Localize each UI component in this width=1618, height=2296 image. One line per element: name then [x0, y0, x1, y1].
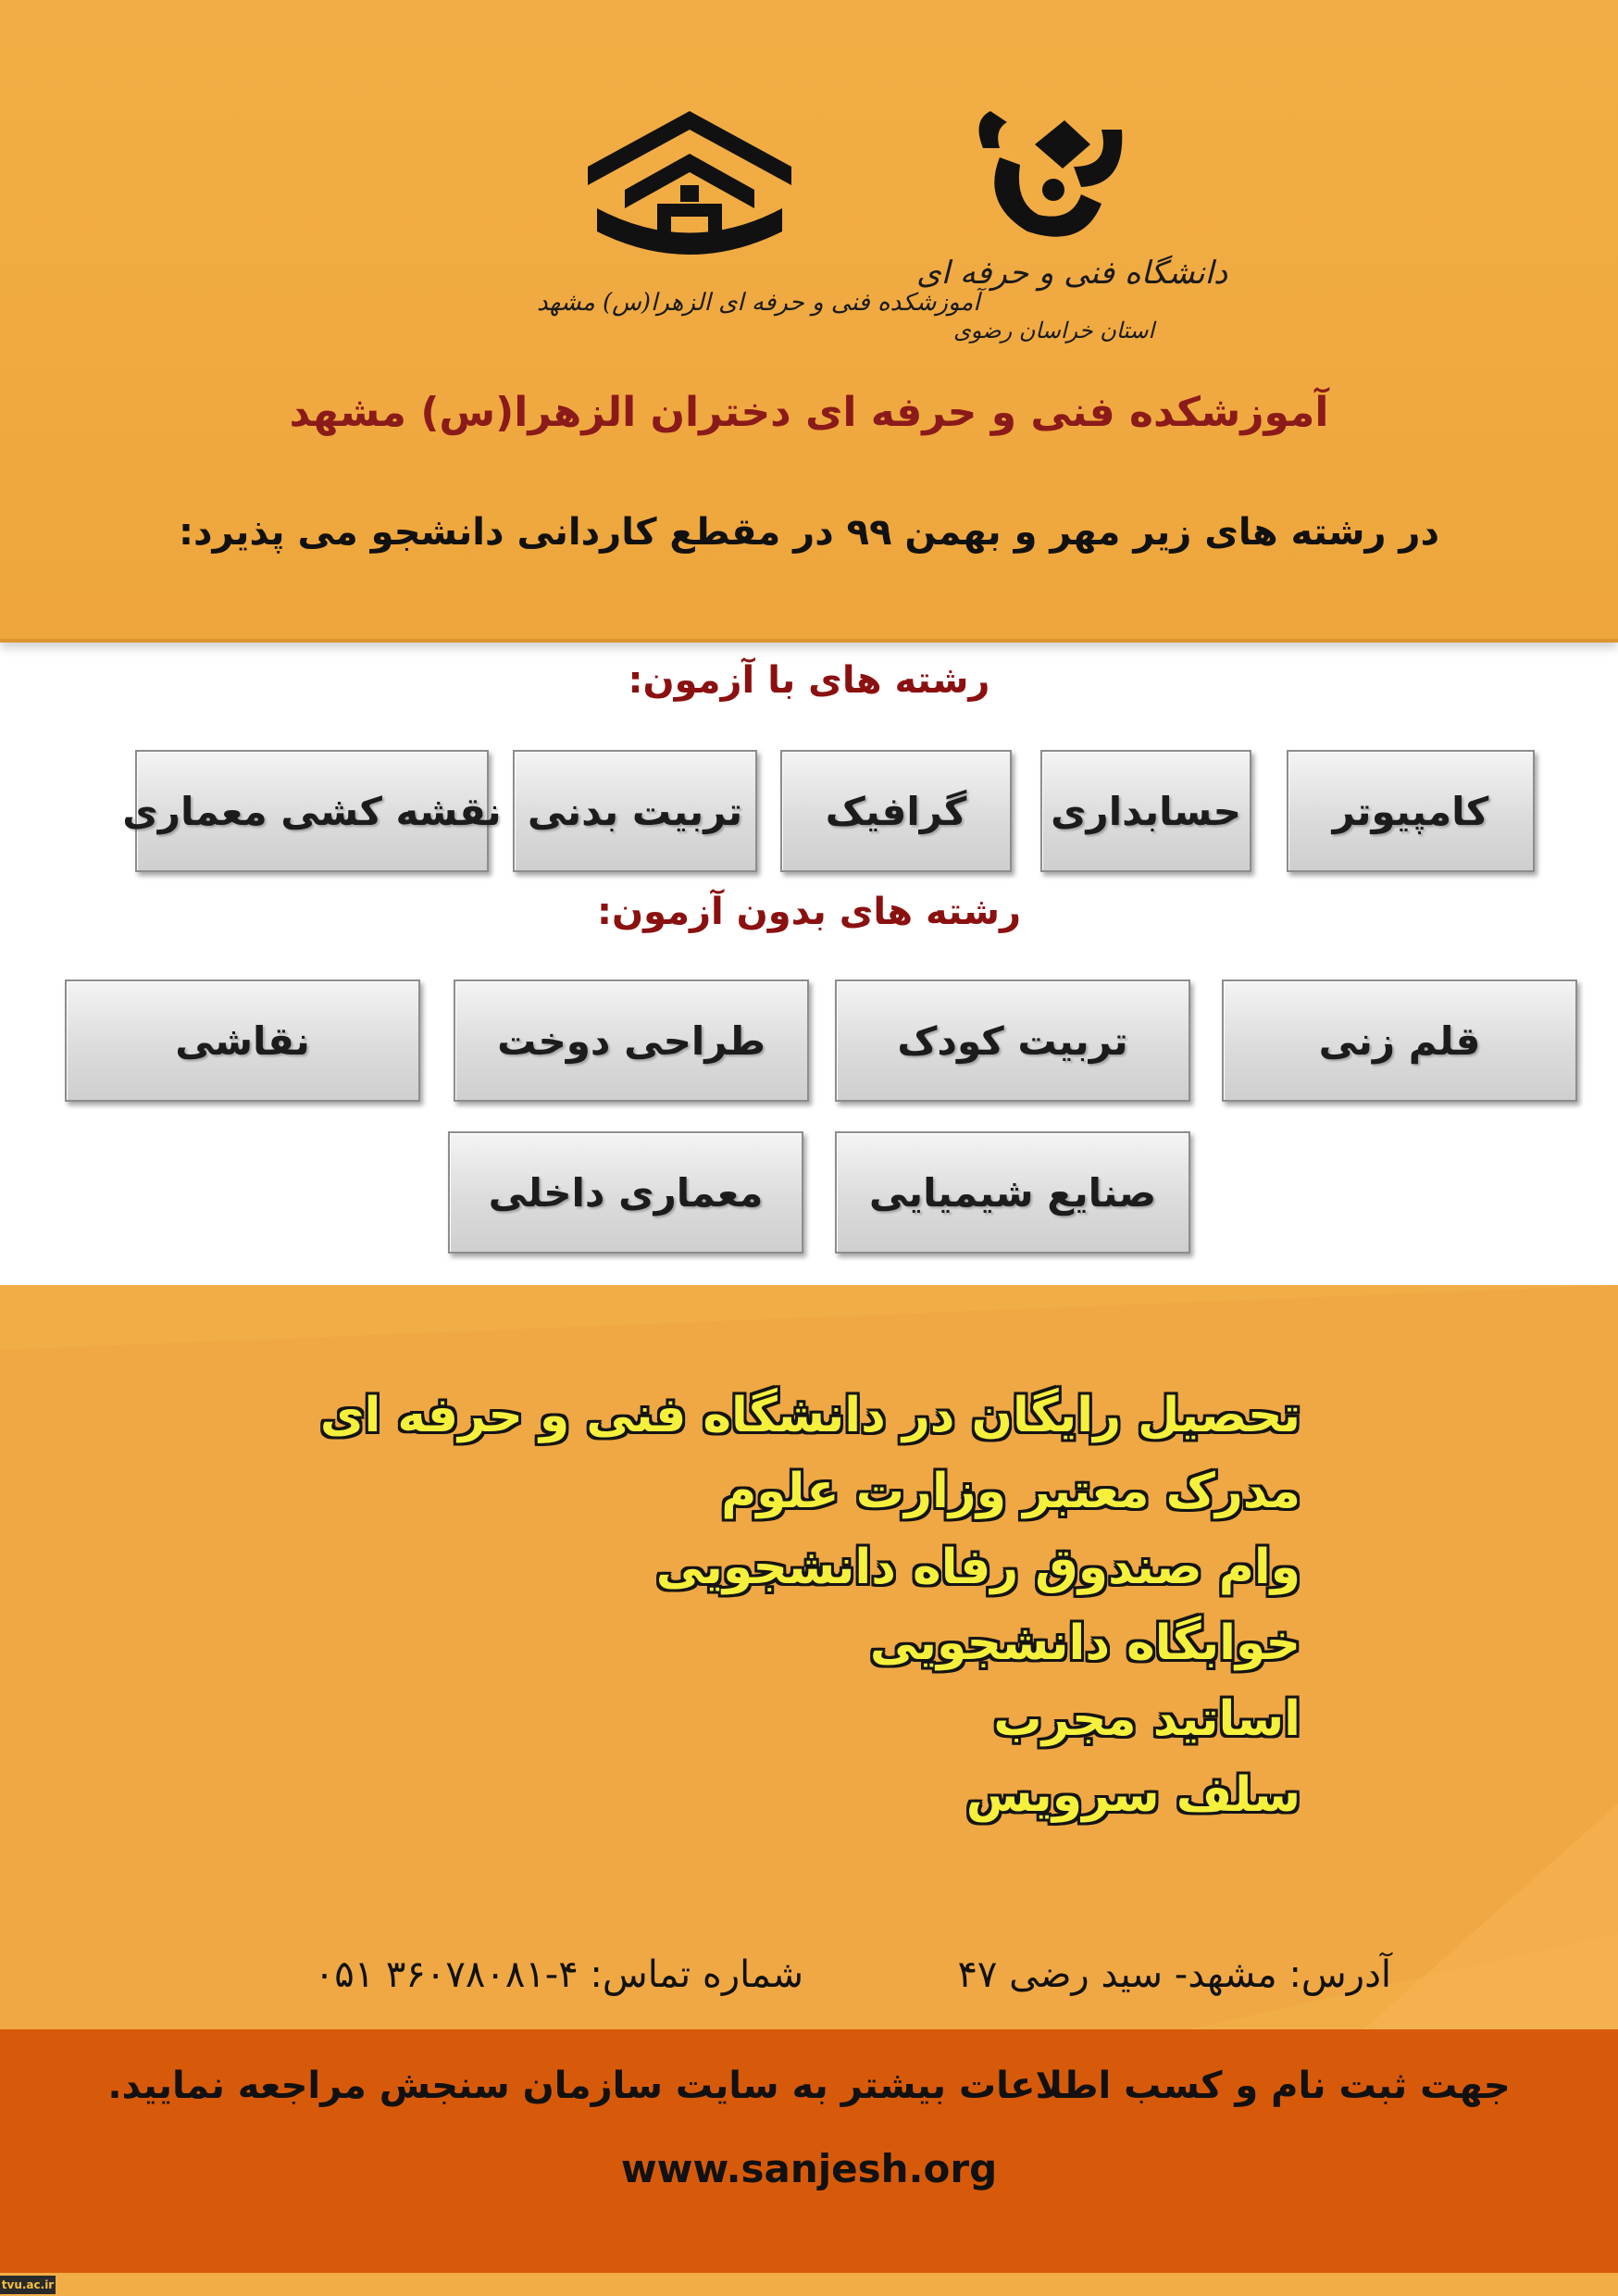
exam-fields-heading: رشته های با آزمون: — [628, 659, 990, 702]
no-exam-fields-heading: رشته های بدون آزمون: — [597, 891, 1021, 933]
university-emblem-icon — [963, 93, 1129, 250]
website-link[interactable]: www.sanjesh.org — [620, 2146, 998, 2191]
benefit-item: تحصیل رایگان در دانشگاه فنی و حرفه ای — [319, 1388, 1301, 1443]
field-tailoring-design: طراحی دوخت — [454, 980, 809, 1102]
benefits-list — [320, 1378, 1301, 1833]
field-chemical-industries: صنایع شیمیایی — [835, 1131, 1190, 1254]
field-interior-architecture: معماری داخلی — [448, 1131, 803, 1254]
benefit-item: سلف سرویس — [965, 1767, 1301, 1823]
benefit-item: خوابگاه دانشجویی — [869, 1616, 1301, 1671]
registration-note: جهت ثبت نام و کسب اطلاعات بیشتر به سایت سازمان سنجش مراجعه نمایید. — [107, 2065, 1511, 2107]
university-logo-subcaption: استان خراسان رضوی — [953, 318, 1155, 343]
field-childcare: تربیت کودک — [835, 980, 1190, 1102]
admission-intro: در رشته های زیر مهر و بهمن ۹۹ در مقطع کاردانی دانشجو می پذیرد: — [179, 511, 1439, 554]
field-graphic: گرافیک — [780, 750, 1012, 872]
site-badge: tvu.ac.ir — [0, 2276, 56, 2294]
field-engraving: قلم زنی — [1222, 980, 1577, 1102]
benefit-item: اساتید مجرب — [993, 1691, 1301, 1747]
benefit-item: وام صندوق رفاه دانشجویی — [655, 1540, 1301, 1595]
institute-title: آموزشکده فنی و حرفه ای دختران الزهرا(س) مشهد — [289, 389, 1329, 436]
field-architectural-drafting: نقشه کشی معماری — [135, 750, 489, 872]
address: آدرس: مشهد- سید رضی ۴۷ — [957, 1953, 1391, 1996]
field-computer: کامپیوتر — [1287, 750, 1535, 872]
benefit-item: مدرک معتبر وزارت علوم — [721, 1464, 1301, 1519]
phone-number: شماره تماس: ۴-۳۶۰۷۸۰۸۱ ۰۵۱ — [314, 1953, 803, 1996]
field-painting: نقاشی — [65, 980, 420, 1102]
university-logo-caption: دانشگاه فنی و حرفه ای — [916, 255, 1228, 292]
field-physical-education: تربیت بدنی — [513, 750, 757, 872]
institute-emblem-icon — [569, 93, 810, 278]
institute-logo-caption: آموزشکده فنی و حرفه ای الزهرا(س) مشهد — [537, 289, 980, 317]
bottom-strip — [0, 2273, 1618, 2296]
field-accounting: حسابداری — [1040, 750, 1251, 872]
